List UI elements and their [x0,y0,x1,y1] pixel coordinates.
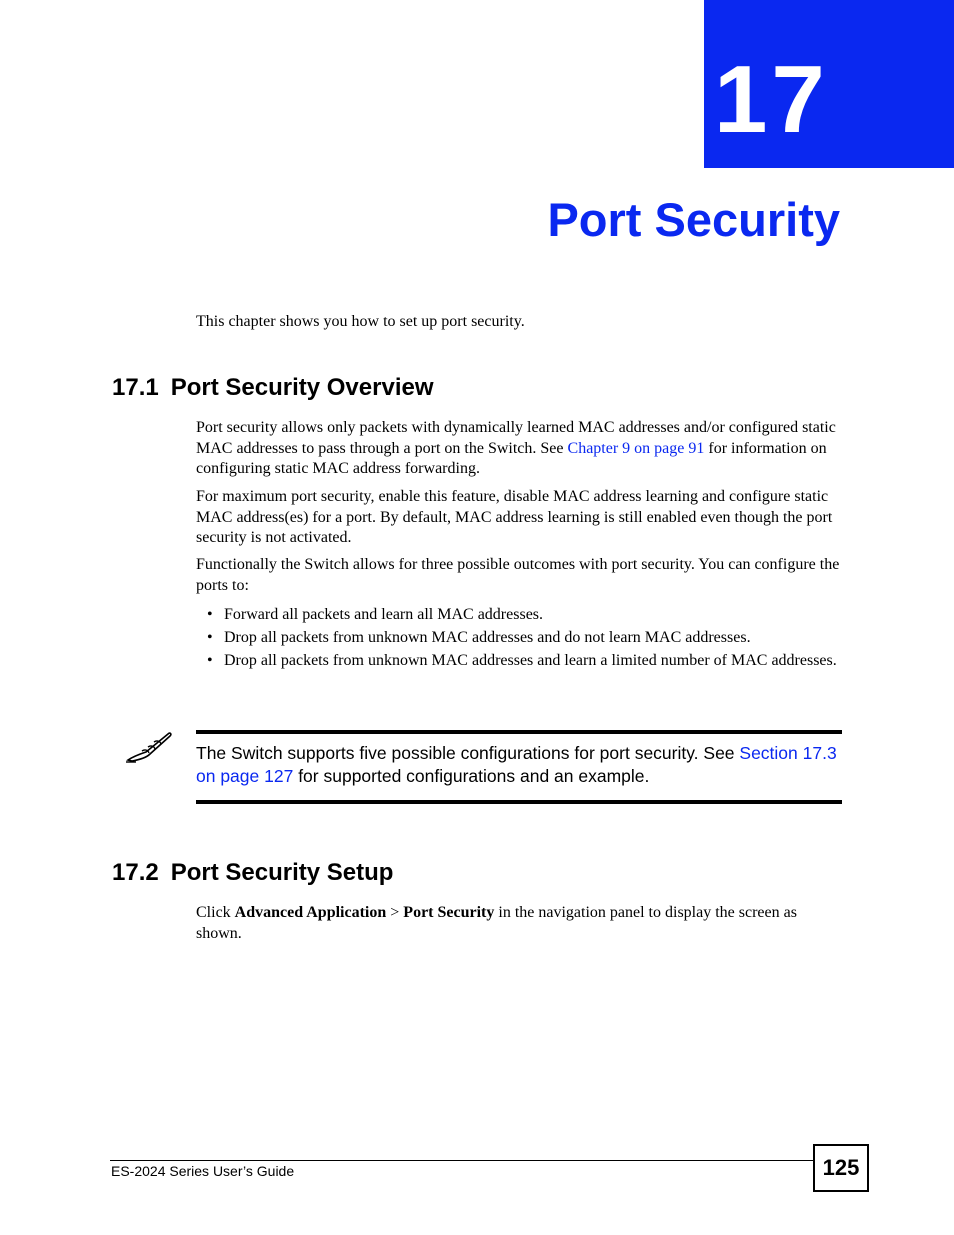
footer-guide-title: ES-2024 Series User’s Guide [111,1163,295,1179]
list-item-text: Drop all packets from unknown MAC addresses and do not learn MAC addresses. [224,629,751,646]
chapter-number: 17 [714,46,829,153]
list-item [196,627,842,648]
paragraph-text: Port security allows only packets with dynamically learned MAC addresses and/or configured static MAC addresses to pass through a port on the Switch. See [196,419,836,457]
list-item [196,604,842,625]
list-item [196,650,842,671]
paragraph-text: in the navigation panel to display the screen as shown. [196,904,797,942]
chapter-title: Port Security [547,193,840,246]
note-text-part: The Switch supports five possible configurations for port security. See [196,743,740,763]
section-title: Port Security Setup [170,859,394,886]
note-top-rule [196,730,842,734]
chapter-9-link[interactable]: Chapter 9 on page 91 [567,439,705,457]
overview-paragraph-2: For maximum port security, enable this feature, disable MAC address learning and configure static MAC address(es) for a port. By default, MAC address learning is still enabled even though the port security is not activated. [196,488,833,546]
note-bottom-rule [196,800,842,804]
list-item-text: Drop all packets from unknown MAC addresses and learn a limited number of MAC addresses. [224,652,837,669]
bullet-icon: • [207,652,213,669]
section-number: 17.2 [112,859,159,886]
list-item-text: Forward all packets and learn all MAC addresses. [224,606,544,623]
page-number: 125 [813,1144,869,1192]
section-heading-setup [112,858,393,888]
note-text [196,742,842,787]
overview-paragraph-3: Functionally the Switch allows for three possible outcomes with port security. You can configure the ports to: [196,556,840,594]
bullet-icon: • [207,606,213,623]
overview-paragraph-1 [196,418,842,480]
paragraph-text: Click [196,904,235,921]
chapter-intro: This chapter shows you how to set up port security. [196,313,525,330]
note-text-part: for supported configurations and an example. [293,765,650,786]
menu-path-separator: > [386,904,404,921]
menu-path-port-security: Port Security [403,904,495,921]
section-17-3-link[interactable]: Section 17.3 on page 127 [196,743,837,786]
bullet-icon: • [207,629,213,646]
outcomes-list [196,604,842,673]
section-title: Port Security Overview [170,374,434,401]
section-heading-overview [112,373,434,403]
writing-hand-icon [124,728,174,764]
paragraph-text: for information on configuring static MAC address forwarding. [196,439,827,477]
menu-path-advanced-application: Advanced Application [234,904,387,921]
setup-paragraph [196,903,842,944]
section-number: 17.1 [112,374,159,401]
